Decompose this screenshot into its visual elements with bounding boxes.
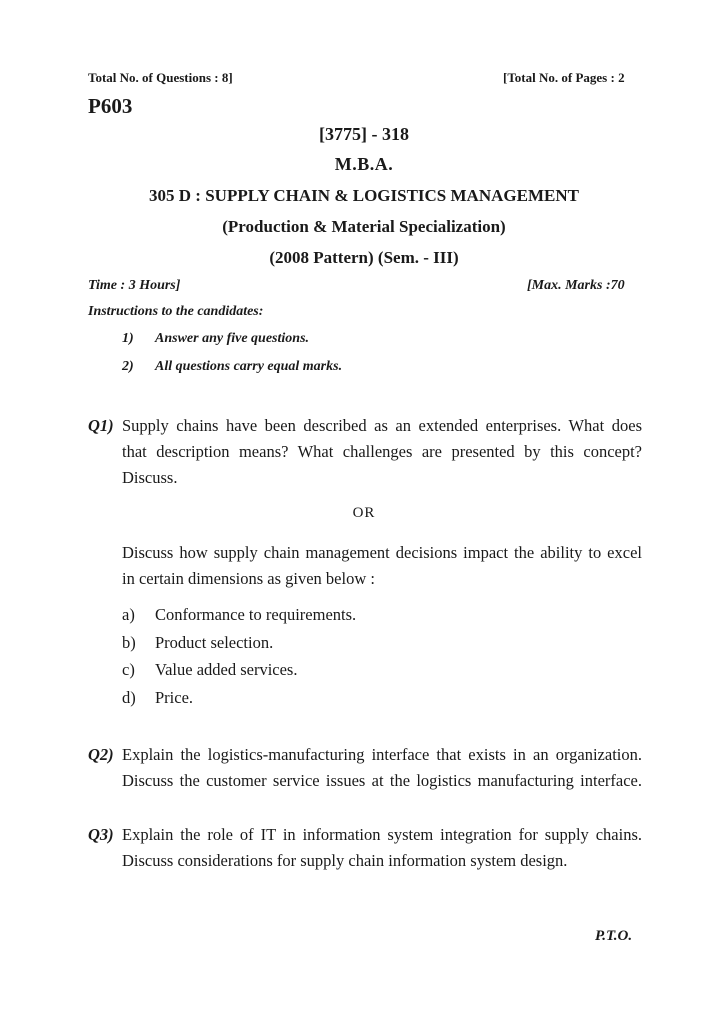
question-label-q2: Q2) — [88, 745, 114, 764]
question-line: Explain the logistics-manufacturing interface that exists in an organization. — [122, 745, 642, 764]
list-item-label: b) — [122, 632, 136, 652]
exam-code: [3775] - 318 — [319, 124, 409, 144]
list-item-label: c) — [122, 660, 135, 679]
instruction-number: 1) — [122, 331, 134, 346]
question-line: Supply chains have been described as an extended enterprises. What does — [122, 416, 642, 435]
total-questions: Total No. of Questions : 8] — [88, 70, 233, 85]
list-item-text: Product selection. — [155, 632, 274, 652]
max-marks-label: [Max. Marks :70 — [527, 278, 625, 293]
list-item-text: Price. — [155, 687, 194, 707]
subject-title: 305 D : SUPPLY CHAIN & LOGISTICS MANAGEMENT — [149, 186, 579, 205]
pattern-title: (2008 Pattern) (Sem. - III) — [269, 248, 459, 267]
instruction-text: All questions carry equal marks. — [155, 359, 343, 374]
instruction-number: 2) — [122, 359, 134, 374]
specialization-title: (Production & Material Specialization) — [222, 217, 506, 236]
list-item-label: d) — [122, 687, 136, 707]
question-line: Discuss the customer service issues at the logistics manufacturing interface. — [122, 771, 642, 790]
question-text-q1-alt — [122, 540, 642, 592]
list-item-label: a) — [122, 605, 135, 624]
question-text-q3 — [122, 822, 642, 874]
paper-code: P603 — [88, 94, 133, 118]
pto-label: P.T.O. — [595, 928, 633, 944]
list-item-text: Conformance to requirements. — [155, 605, 357, 624]
question-line: that description means? What challenges are presented by this concept? — [122, 442, 642, 461]
question-text-q1 — [122, 413, 642, 491]
question-text-q2 — [122, 742, 642, 794]
total-pages: [Total No. of Pages : 2 — [503, 70, 625, 85]
question-line: Discuss how supply chain management decisions impact the ability to excel — [122, 543, 642, 562]
instruction-text: Answer any five questions. — [155, 331, 310, 346]
question-line: Discuss considerations for supply chain information system design. — [122, 851, 568, 870]
degree-title: M.B.A. — [334, 154, 394, 174]
question-line: in certain dimensions as given below : — [122, 569, 375, 588]
or-separator: OR — [352, 505, 376, 521]
instructions-heading: Instructions to the candidates: — [88, 304, 264, 319]
question-label-q3: Q3) — [88, 825, 114, 844]
time-label: Time : 3 Hours] — [88, 278, 181, 293]
question-line: Discuss. — [122, 468, 178, 487]
list-item-text: Value added services. — [155, 660, 298, 679]
question-line: Explain the role of IT in information system integration for supply chains. — [122, 825, 642, 844]
question-label-q1: Q1) — [88, 416, 114, 435]
